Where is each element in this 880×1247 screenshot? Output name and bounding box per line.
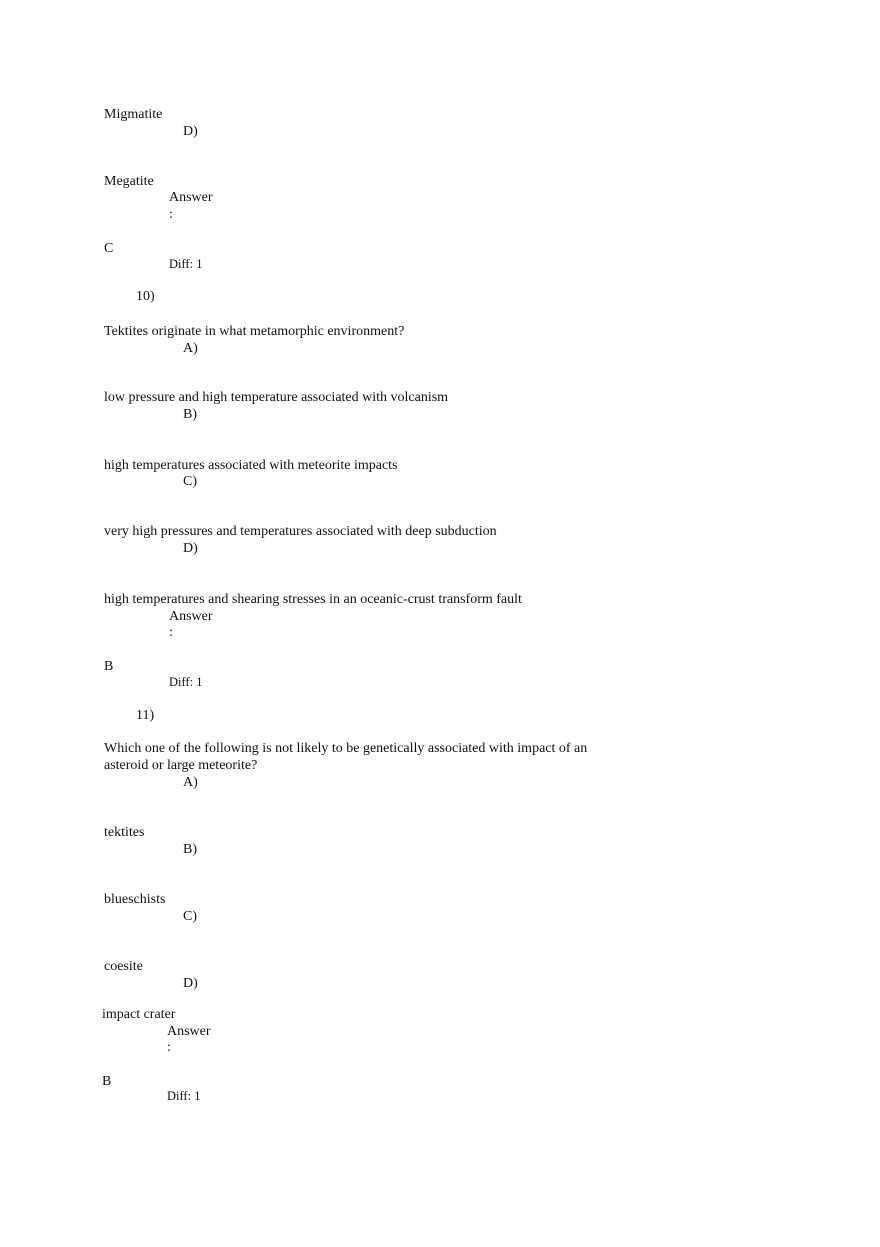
- q10-option-c-label: C): [183, 474, 197, 489]
- q11-answer-colon: :: [167, 1040, 171, 1055]
- q9-option-d-label: D): [183, 124, 198, 139]
- q10-answer-label: Answer: [169, 609, 213, 624]
- q10-diff: Diff: 1: [169, 675, 203, 689]
- q11-option-d-text: impact crater: [102, 1007, 176, 1022]
- q11-option-d-label: D): [183, 976, 198, 991]
- q10-option-d-label: D): [183, 541, 198, 556]
- q11-option-b-label: B): [183, 842, 197, 857]
- q11-option-c-label: C): [183, 909, 197, 924]
- q11-option-a-label: A): [183, 775, 198, 790]
- q9-answer-colon: :: [169, 207, 173, 222]
- q10-option-d-text: high temperatures and shearing stresses in an oceanic-crust transform fault: [104, 592, 522, 607]
- q10-option-b-label: B): [183, 407, 197, 422]
- q9-diff: Diff: 1: [169, 257, 203, 271]
- q10-option-c-text: very high pressures and temperatures associated with deep subduction: [104, 524, 497, 539]
- q11-option-b-text: blueschists: [104, 892, 166, 907]
- q9-answer-label: Answer: [169, 190, 213, 205]
- q11-number: 11): [136, 708, 155, 723]
- q10-option-a-label: A): [183, 341, 198, 356]
- q10-question: Tektites originate in what metamorphic environment?: [104, 324, 405, 339]
- q11-answer-label: Answer: [167, 1024, 211, 1039]
- q11-option-a-text: tektites: [104, 825, 145, 840]
- q10-number: 10): [136, 289, 155, 304]
- q11-answer-value: B: [102, 1074, 112, 1089]
- q11-diff: Diff: 1: [167, 1089, 201, 1103]
- q10-option-a-text: low pressure and high temperature associated with volcanism: [104, 390, 449, 405]
- q9-option-c-text: Migmatite: [104, 107, 163, 122]
- q10-option-b-text: high temperatures associated with meteorite impacts: [104, 458, 398, 473]
- q10-answer-value: B: [104, 659, 114, 674]
- q11-option-c-text: coesite: [104, 959, 143, 974]
- q10-answer-colon: :: [169, 625, 173, 640]
- q9-option-d-text: Megatite: [104, 174, 154, 189]
- q11-question: Which one of the following is not likely to be genetically associated with impact of an asteroid or large meteorite?: [104, 741, 588, 773]
- q9-answer-value: C: [104, 241, 114, 256]
